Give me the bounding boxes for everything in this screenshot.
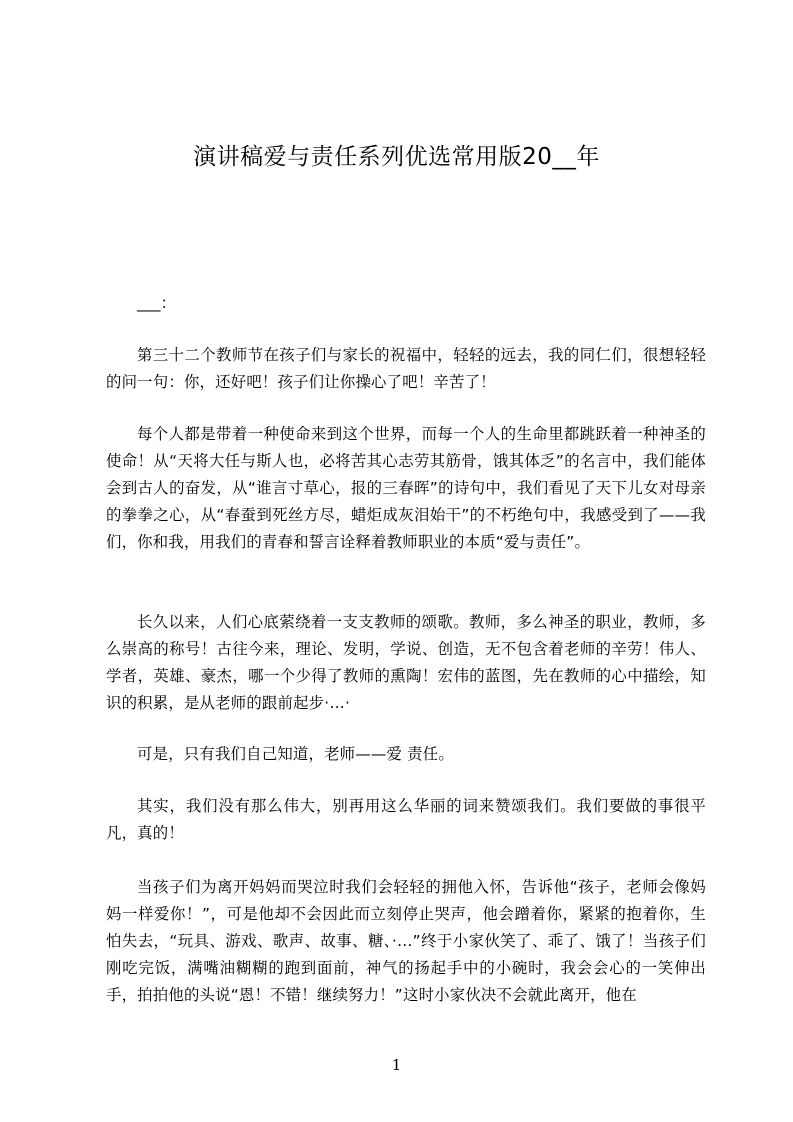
salutation: ___： — [137, 294, 177, 312]
paragraph: 其实，我们没有那么伟大，别再用这么华丽的词来赞颂我们。我们要做的事很平凡，真的！ — [106, 797, 706, 842]
paragraph: 第三十二个教师节在孩子们与家长的祝福中，轻轻的远去，我的同仁们，很想轻轻的问一句：你，还好吧！孩子们让你操心了吧！辛苦了！ — [106, 346, 706, 391]
page-number: 1 — [391, 1056, 402, 1074]
paragraph: 当孩子们为离开妈妈而哭泣时我们会轻轻的拥他入怀，告诉他“孩子，老师会像妈妈一样爱你！”，可是他却不会因此而立刻停止哭声，他会蹭着你，紧紧的抱着你，生怕失去，“玩具、游戏、歌声、故事、糖、·…”终于小家伙笑了、乖了、饿了！当孩子们刚吃完饭，满嘴油糊糊的跑到面前，神气的扬起手中的小碗时，我会会心的一笑伸出手，拍拍他的头说“恩！不错！继续努力！”这时小家伙决不会就此离开，他在 — [106, 878, 706, 1004]
paragraph: 长久以来，人们心底萦绕着一支支教师的颂歌。教师，多么神圣的职业，教师，多么崇高的称号！古往今来，理论、发明，学说、创造，无不包含着老师的辛劳！伟人、学者，英雄、豪杰，哪一个少得了教师的熏陶！宏伟的蓝图，先在教师的心中描绘，知识的积累，是从老师的跟前起步·…· — [106, 613, 706, 712]
document-title: 演讲稿爱与责任系列优选常用版20__年 — [193, 144, 600, 170]
paragraph: 可是，只有我们自己知道，老师——爱 责任。 — [137, 745, 454, 763]
paragraph: 每个人都是带着一种使命来到这个世界，而每一个人的生命里都跳跃着一种神圣的使命！从“天将大任与斯人也，必将苦其心志劳其筋骨，饿其体乏”的名言中，我们能体会到古人的奋发，从“谁言寸草心，报的三春晖”的诗句中，我们看见了天下儿女对母亲的拳拳之心，从“春蚕到死丝方尽，蜡炬成灰泪始干”的不朽绝句中，我感受到了——我们，你和我，用我们的青春和誓言诠释着教师职业的本质“爱与责任”。 — [106, 425, 706, 551]
